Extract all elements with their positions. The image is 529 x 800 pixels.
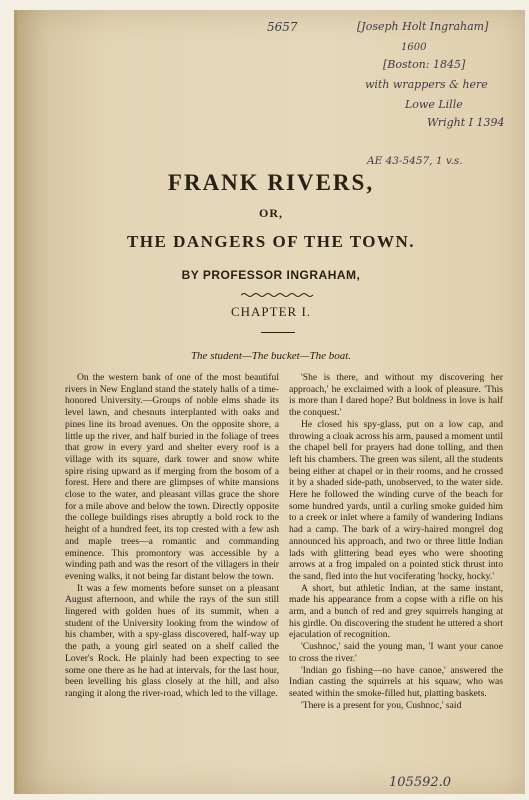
right-text-column (289, 372, 503, 711)
divider (261, 332, 295, 333)
handwritten-note: AE 43-5457, 1 v.s. (367, 155, 463, 167)
handwritten-place-date: [Boston: 1845] (383, 58, 466, 71)
paragraph: On the western bank of one of the most beautiful rivers in New England stand the stately halls of a time-honored University.—Groups of noble elms shade its level lawn, and chesnuts interplanted with oaks and pines line its broad avenues. On the opposite shore, a little up the river, and half buried in the foliage of trees that grow in every yard and shelter every roof is a village with its square, dark tower and snow white spire rising upward as if merging from the bosom of a forest. Here and there are glimpses of white mansions close to the water, and pleasant villas grace the shore for a mile above and below the town. Directly opposite the college buildings rises abruptly a bold rock to the height of a hundred feet, its top crested with a few ash and maple trees—a romantic and commanding eminence. This promontory was accessible by a winding path and was the resort of the villagers in their evening walks, it not being far distant below the town. (65, 372, 279, 582)
paragraph: 'Indian go fishing—no have canoe,' answered the Indian casting the squirrels at his squaw, who was seated within the smoke-filled hut, platting baskets. (289, 664, 503, 699)
left-text-column (65, 372, 279, 700)
author-byline: BY PROFESSOR INGRAHAM, (181, 268, 361, 282)
paragraph: 'Cushnoc,' said the young man, 'I want your canoe to cross the river.' (289, 641, 503, 664)
handwritten-bottom-number: 105592.0 (389, 775, 452, 790)
ornamental-wavy-rule (241, 292, 315, 298)
handwritten-note: Lowe Lille (405, 98, 463, 111)
handwritten-number: 5657 (267, 20, 298, 34)
paragraph: 'There is a present for you, Cushnoc,' said (301, 699, 462, 711)
handwritten-author: [Joseph Holt Ingraham] (357, 20, 489, 33)
paragraph: A short, but athletic Indian, at the same instant, made his appearance from a copse with a rifle on his arm, and a bunch of red and grey squirrels hanging at his girdle. On discovering the student he uttered a short ejaculation of recognition. (289, 582, 503, 641)
handwritten-note: with wrappers & here (365, 78, 488, 91)
handwritten-note: 1600 (401, 42, 427, 53)
handwritten-note: Wright I 1394 (427, 116, 505, 129)
document-page (14, 10, 525, 794)
chapter-label: CHAPTER I. (230, 304, 312, 319)
chapter-heading: The student—The bucket—The boat. (190, 350, 352, 362)
paragraph: 'She is there, and without my discovering her approach,' he exclaimed with a look of pleasure. 'This is more than I dared hope? But boldness in love is half the conquest.' (289, 372, 503, 419)
title-conjunction: OR, (259, 206, 283, 220)
document-title: FRANK RIVERS, (167, 170, 375, 195)
paragraph: It was a few moments before sunset on a pleasant August afternoon, and while the rays of the sun still lingered with golden hues of its summit, when a student of the University looking from the window of his chamber, with a spy-glass discovered, half-way up the path, a young girl seated on a shelf called the Lover's Rock. He plainly had been expecting to see some one there as he had at intervals, for the last hour, been levelling his glass closely at the hill, and also ranging it along the river-road, which led to the village. (65, 582, 279, 699)
paragraph: He closed his spy-glass, put on a low cap, and throwing a cloak across his arm, paused a moment until the chapel bell for prayers had done tolling, and then left his chambers. The green was silent, all the students being either at chapel or in their rooms, and he crossed it by a shaded side-path, unobserved, to the water side. Here he followed the winding curve of the beach for some hundred yards, until a curling smoke guided him to a creek or inlet where a family of wandering Indians had a camp. The bark of a wiry-haired mongrel dog announced his approach, and two or three little Indian lads with glittering bead eyes who were shooting arrows at a frog impaled on a pointed stick thrust into the sand, fled into the hut vociferating 'hocky, hocky.' (289, 418, 503, 582)
document-subtitle: THE DANGERS OF THE TOWN. (126, 232, 416, 251)
